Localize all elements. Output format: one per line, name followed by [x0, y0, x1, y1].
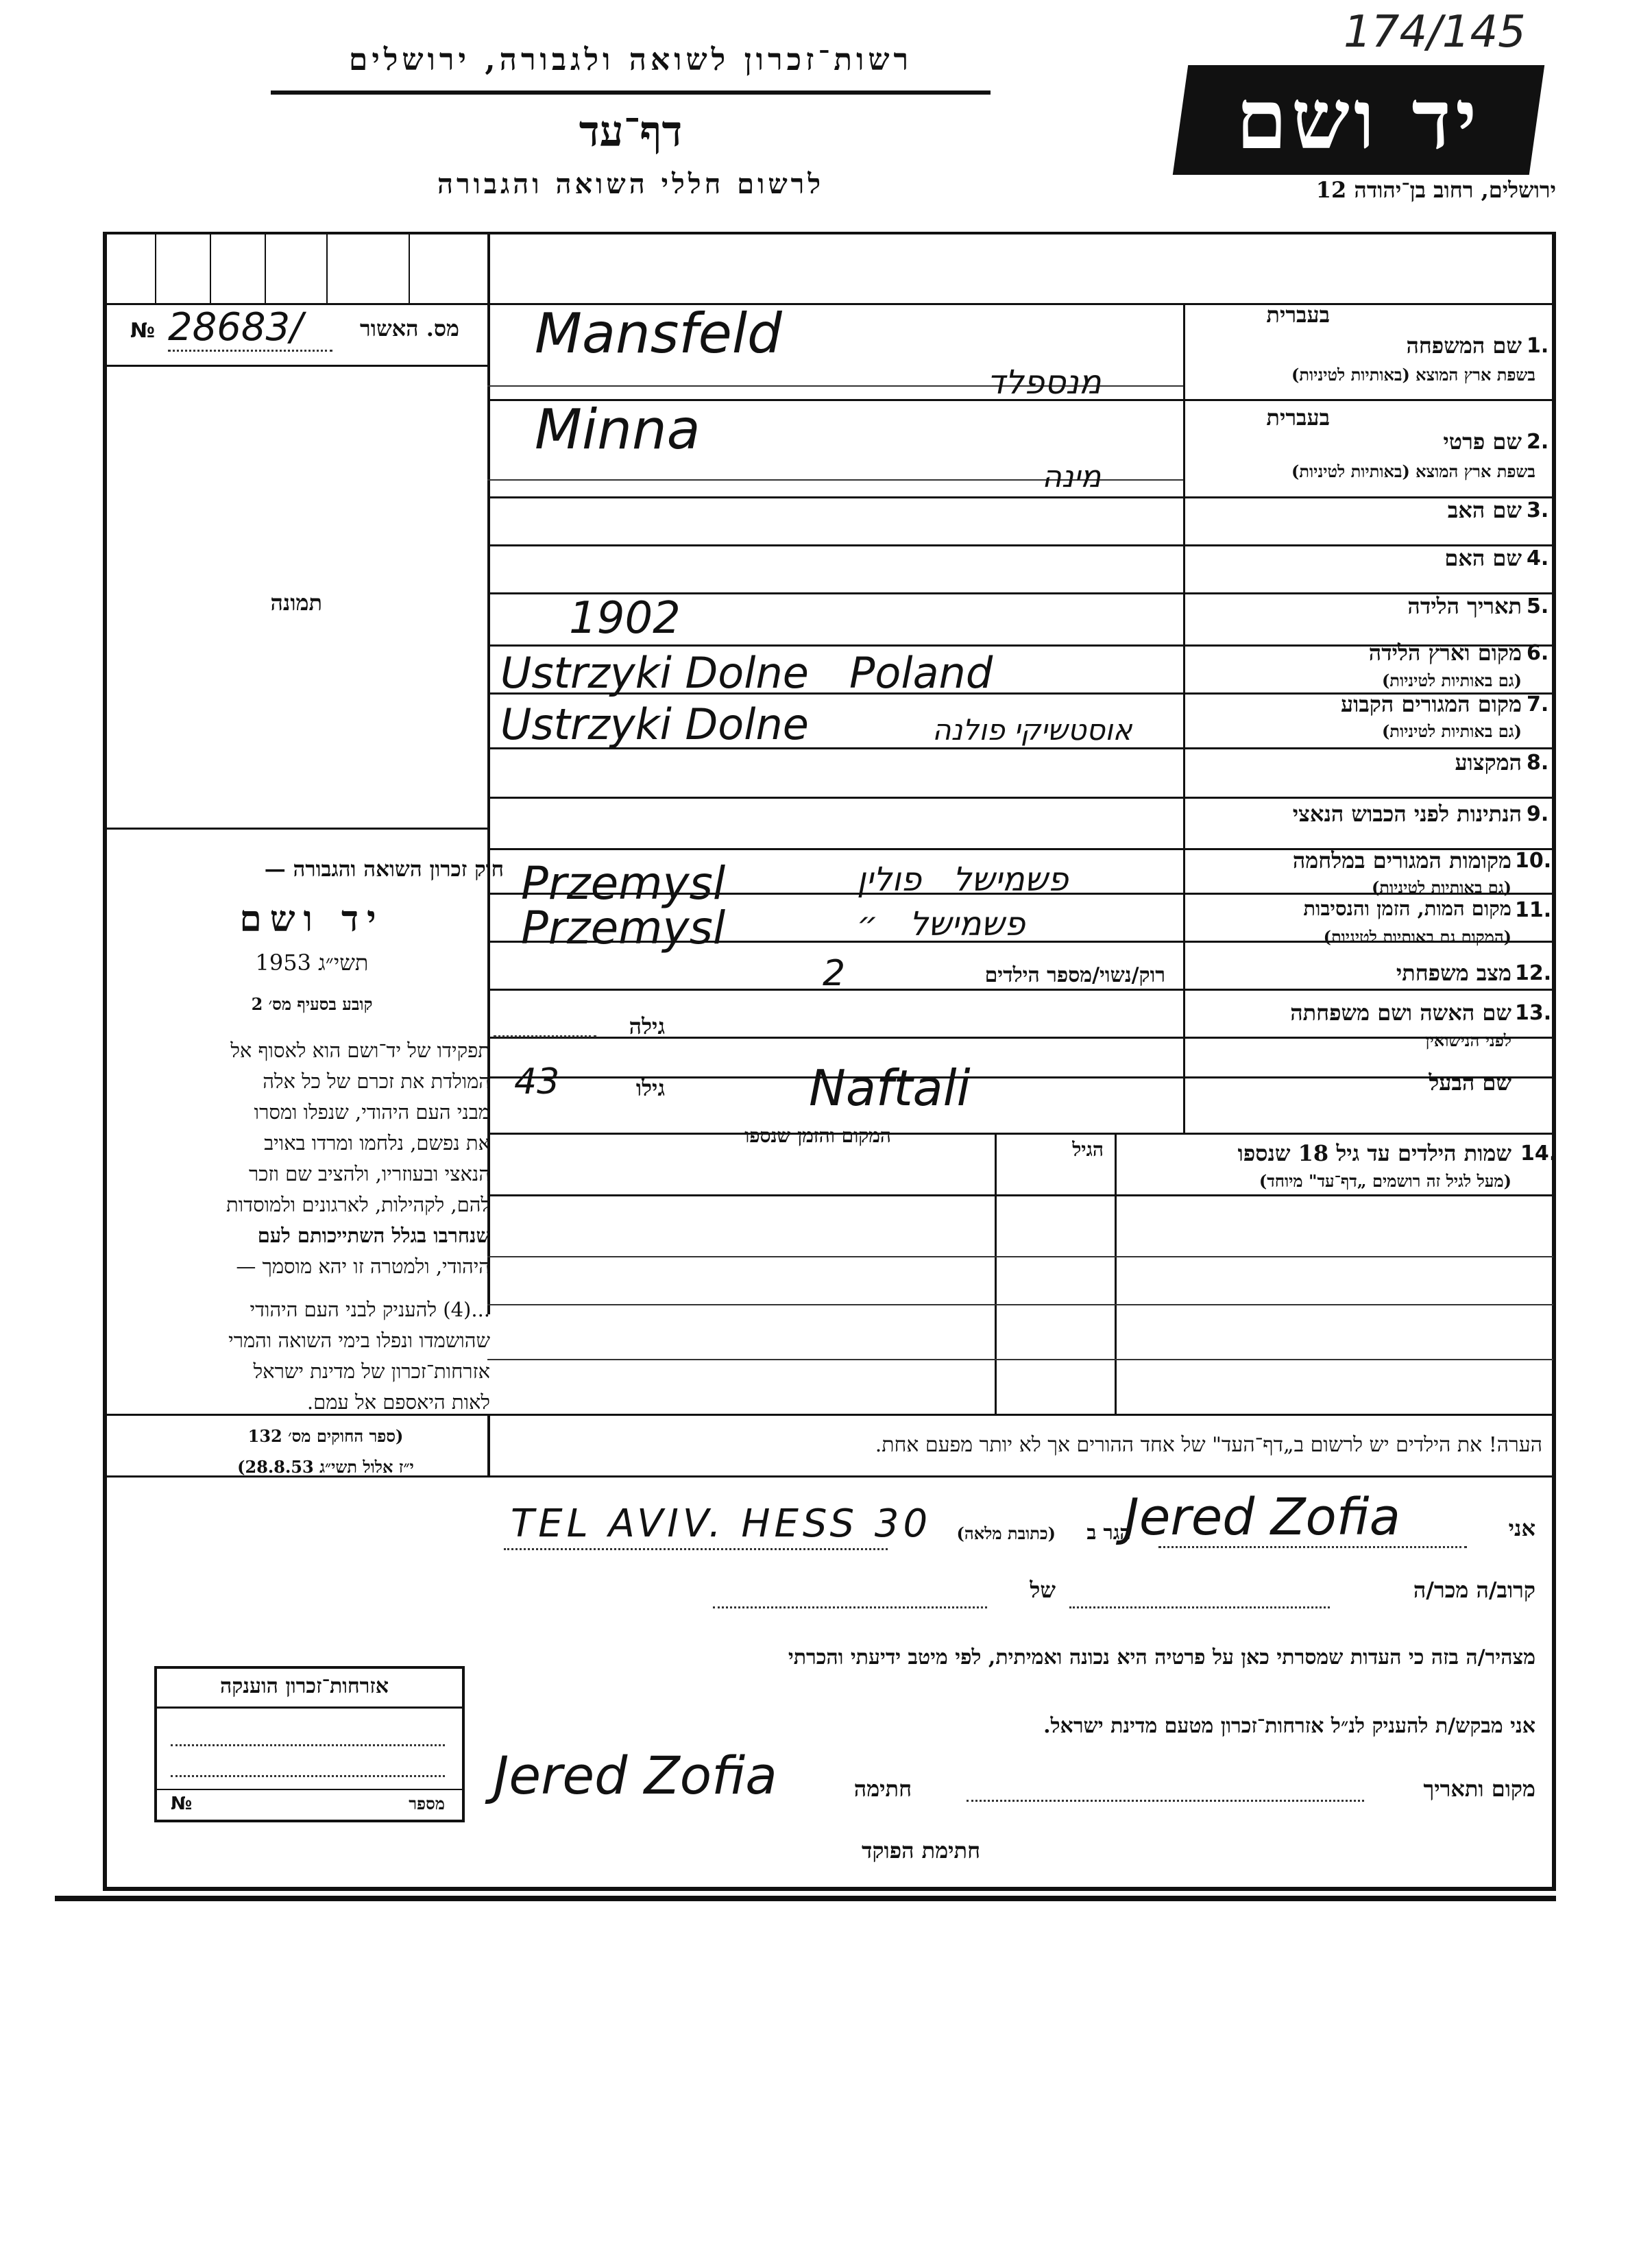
residence-hebrew-value: אוסטשיקי פולנה [932, 713, 1132, 747]
memorial-citizenship-box [154, 1666, 465, 1822]
death-place-hebrew-value: פשמישל ״ [857, 905, 1025, 943]
residence-value: Ustrzyki Dolne [500, 699, 809, 749]
field-label-marital: מצב משפחתי [1396, 960, 1511, 986]
field-label-father: שם האב [1447, 497, 1522, 523]
bottom-rule [55, 1896, 1556, 1901]
field-label-birth-place: מקום וארץ הלידה [1368, 640, 1522, 666]
field-number-11: 11. [1515, 898, 1552, 922]
field-number-13: 13. [1515, 1001, 1552, 1025]
relation-label: קרוב/ה מכר/ה [1413, 1577, 1535, 1603]
field-number-14: 14. [1520, 1142, 1557, 1166]
law-logo: יד ושם [239, 898, 385, 940]
declaration-request: אני מבקש/ת להעניק לנ״ל אזרחות־זכרון מטעם מדינת ישראל. [1043, 1714, 1535, 1738]
field-sub-residence: (גם באותיות לטיניות) [1381, 721, 1522, 741]
wartime-residence-hebrew-value: פשמישל פולין [857, 860, 1069, 899]
law-title: חוק זכרון השואה והגבורה — [264, 857, 504, 882]
field-label-death-place: מקום המות, הזמן והנסיבות [1303, 897, 1511, 920]
resident-label: הגר ב [1086, 1521, 1131, 1544]
full-address-label: (כתובת מלאה) [956, 1523, 1056, 1543]
field-number-5: 5. [1527, 594, 1549, 618]
field-number-9: 9. [1527, 802, 1549, 826]
children-age-header: הגיל [1072, 1138, 1104, 1161]
children-label: שמות הילדים עד גיל 18 שנספו [1237, 1140, 1511, 1166]
field-label-profession: המקצוע [1455, 749, 1522, 775]
husband-age-label: גילו [635, 1075, 665, 1101]
witness-name-value: Jered Zofia [1124, 1488, 1400, 1547]
memorial-box-title: אזרחות־זכרון הוענקה [219, 1674, 389, 1698]
field-sub-first-name: בשפת ארץ המוצא (באותיות לטיניות) [1291, 461, 1535, 481]
address: ירושלים, רחוב בן־יהודה 12 [1315, 177, 1556, 203]
wife-age-label: גילה [629, 1013, 665, 1039]
marital-inline-label: רוק/נשוי/מספר הילדים [984, 963, 1165, 987]
field-label-wife-name: שם האשה ושם משפחתה [1290, 1000, 1511, 1026]
officer-signature-label: חתימת הפוקד [862, 1837, 980, 1864]
children-count-value: 2 [823, 953, 846, 994]
law-date: י״ז אלול תשי״ג 28.8.53) [237, 1457, 414, 1477]
field-sub-death-place: (המקום גם באותיות לטיניות) [1323, 927, 1511, 947]
birth-date-value: 1902 [569, 593, 681, 644]
registration-number-label: מס. האשור [360, 315, 459, 341]
field-label-nationality: הנתינות לפני הכבוש הנאצי [1292, 801, 1522, 827]
husband-name-value: Naftali [809, 1059, 971, 1117]
memorial-number-symbol: № [171, 1794, 193, 1814]
field-number-6: 6. [1527, 641, 1549, 665]
field-number-2: 2. [1527, 430, 1549, 454]
field-label-wartime-residence: מקומות המגורים במלחמה [1292, 847, 1511, 873]
yad-vashem-logo: יד ושם [1173, 65, 1544, 175]
i-label: אני [1508, 1515, 1535, 1541]
form-subtitle: לרשום חללי השואה והגבורה [437, 168, 825, 200]
field-label-birth-date: תאריך הלידה [1407, 593, 1522, 619]
institution-title: רשות־זכרון לשואה ולגבורה, ירושלים [348, 43, 913, 77]
field-number-10: 10. [1515, 849, 1552, 873]
field-number-8: 8. [1527, 751, 1549, 775]
number-symbol: № [130, 319, 156, 343]
of-label: של [1030, 1577, 1056, 1603]
address-value: TEL AVIV. HESS 30 [511, 1502, 932, 1546]
law-source: (ספר החוקים מס׳ 132 [247, 1426, 404, 1446]
law-clause: קובע בסעיף מס׳ 2 [251, 994, 373, 1014]
field-number-3: 3. [1527, 498, 1549, 522]
declaration-statement: מצהיר/ה בזה כי העדות שמסרתי כאן על פרטיה היא נכונה ואמיתית, לפי מיטב ידיעתי והכרתי [788, 1645, 1535, 1669]
husband-age-value: 43 [514, 1061, 560, 1102]
place-date-label: מקום ותאריך [1423, 1776, 1535, 1802]
law-year: תשי״ג 1953 [255, 950, 369, 976]
note: הערה! את הילדים יש לרשום ב„דף־העד" של אחד ההורים אך לא יותר מפעם אחת. [875, 1433, 1542, 1457]
field-number-1: 1. [1527, 334, 1549, 358]
memorial-number-label: מספר [409, 1794, 445, 1813]
hebrew-tag-2: בעברית [1266, 405, 1330, 431]
field-sub-wife-name: לפני הנישואין [1425, 1030, 1511, 1050]
registration-number-value: 28683/ [168, 305, 304, 350]
field-sub-wartime-residence: (גם באותיות לטיניות) [1371, 878, 1511, 897]
law-body: תפקידו של יד־ושם הוא לאסוף אל המולדת את זכרם של כל אלה מבני העם היהודי, שנפלו ומסרו את נפשם, נלחמו ומרדו באויב הנאצי ובעוזריו, ולהציב שם וזכר להם, לקהילות, לארגונים ולמוסדות שנחרבו בגלל השתייכותם לעם היהודי, ולמטרה זו יהא מוסמך — ...(4) להעניק לבני העם היהודי שהושמדו ונפלו בימי השואה והמרי אזרחות־זכרון של מדינת ישראל לאות היאספם אל עמם. [226, 1039, 490, 1414]
photo-label: תמונה [270, 590, 322, 616]
signature-label: חתימה [853, 1776, 912, 1802]
form-title: דף־עד [579, 106, 683, 156]
children-place-header: המקום והזמן שנספו [744, 1124, 891, 1147]
birth-place-value: Ustrzyki Dolne Poland [500, 648, 993, 698]
children-sub: (מעל לגיל זה רושמים „דף־עד" מיוחד) [1259, 1171, 1511, 1191]
field-sub-surname: בשפת ארץ המוצא (באותיות לטיניות) [1291, 365, 1535, 385]
first-name-latin-value: Minna [535, 398, 701, 461]
header-rule [271, 91, 991, 95]
hebrew-tag-1: בעברית [1266, 302, 1330, 328]
surname-hebrew-value: מנספלד [987, 363, 1102, 402]
field-label-surname: שם המשפחה [1406, 333, 1522, 359]
signature-value: Jered Zofia [494, 1745, 777, 1806]
field-label-mother: שם האם [1444, 545, 1522, 571]
archive-number: 174/145 [1344, 7, 1526, 58]
death-place-value: Przemysl [521, 902, 726, 954]
field-number-4: 4. [1527, 546, 1549, 570]
field-label-husband-name: שם הבעל [1429, 1070, 1511, 1096]
field-number-7: 7. [1527, 692, 1549, 716]
field-number-12: 12. [1515, 961, 1552, 985]
surname-latin-value: Mansfeld [535, 302, 782, 365]
field-label-first-name: שם פרטי [1443, 429, 1522, 455]
first-name-hebrew-value: מינה [1042, 459, 1102, 494]
field-label-residence: מקום המגורים הקבוע [1341, 691, 1522, 717]
wartime-residence-value: Przemysl [521, 857, 726, 910]
field-sub-birth-place: (גם באותיות לטיניות) [1381, 671, 1522, 690]
